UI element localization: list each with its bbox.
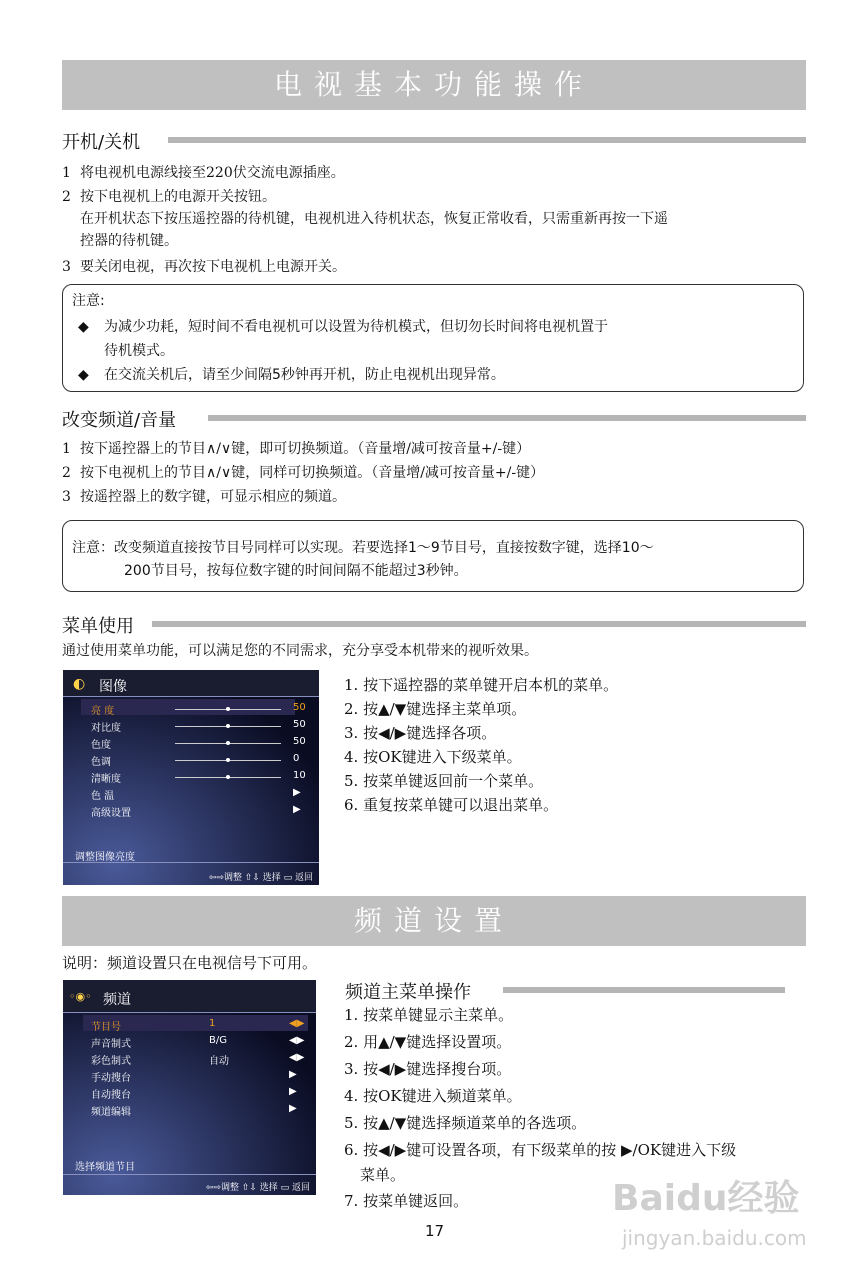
step-item: 4. 按OK键进入下级菜单。 (344, 748, 522, 766)
menu-row (63, 1016, 316, 1033)
section-banner: 电视基本功能操作 (62, 60, 806, 110)
step-item: 5. 按菜单键返回前一个菜单。 (344, 772, 544, 790)
menu-row-arrow: ◀▶ (289, 1035, 305, 1046)
slider-knob (226, 707, 230, 711)
list-item (62, 186, 276, 208)
menu-row-label: 色调 (91, 757, 111, 768)
watermark-url: jingyan.baidu.com (622, 1226, 807, 1250)
step-item: 6. 按◀/▶键可设置各项，有下级菜单的按 ▶/OK键进入下级 (344, 1141, 737, 1159)
menu-row (63, 802, 319, 819)
menu-row-value: 1 (209, 1018, 216, 1029)
item-text: 按下电视机上的电源开关按钮。 (80, 189, 276, 205)
menu-help-bar: ⇦⇨调整 ⇧⇩ 选择 ▭ 返回 (208, 873, 313, 883)
menu-row-arrow: ▶ (289, 1086, 297, 1097)
menu-row-label: 色 温 (91, 791, 115, 802)
menu-row-arrow: ▶ (289, 1069, 297, 1080)
menu-row-label: 节目号 (91, 1022, 121, 1033)
item-number: 1 (62, 165, 71, 181)
menu-title: 频道 (103, 992, 131, 1008)
item-text: 控器的待机键。 (80, 233, 178, 249)
heading-rule (168, 137, 806, 143)
menu-row-value: ▶ (293, 804, 301, 815)
list-item (62, 208, 668, 230)
item-number: 2 (62, 465, 71, 481)
section-heading: 开机/关机 (62, 132, 141, 153)
menu-row-label: 频道编辑 (91, 1107, 131, 1118)
menu-row-label: 彩色制式 (91, 1056, 131, 1067)
step-item: 3. 按◀/▶键选择各项。 (344, 724, 497, 742)
picture-menu-screenshot (63, 670, 319, 885)
note-bullet: ◆ 在交流关机后，请至少间隔5秒钟再开机，防止电视机出现异常。 (78, 367, 505, 383)
item-text: 在开机状态下按压遥控器的待机键，电视机进入待机状态，恢复正常收看，只需重新再按一下遥 (80, 211, 668, 227)
list-item (62, 162, 345, 184)
list-item (62, 230, 178, 252)
item-text: 按下电视机上的节目∧/∨键，同样可切换频道。（音量增/减可按音量+/-键） (80, 465, 545, 481)
menu-row-label: 清晰度 (91, 774, 121, 785)
menu-row-label: 亮 度 (91, 706, 115, 717)
step-item: 菜单。 (360, 1166, 406, 1184)
menu-row-label: 自动搜台 (91, 1090, 131, 1101)
menu-row-value: 50 (293, 702, 306, 713)
menu-row-value: ▶ (293, 787, 301, 798)
watermark-logo: Baidu经验 (612, 1178, 800, 1219)
menu-intro: 通过使用菜单功能，可以满足您的不同需求，充分享受本机带来的视听效果。 (62, 643, 538, 659)
item-text: 将电视机电源线接至220伏交流电源插座。 (80, 165, 345, 181)
menu-row-label: 对比度 (91, 723, 121, 734)
section-banner: 频道设置 (62, 896, 806, 946)
menu-row (63, 1033, 316, 1050)
note-label: 注意: (72, 293, 105, 309)
menu-row-label: 色度 (91, 740, 111, 751)
menu-row-label: 声音制式 (91, 1039, 131, 1050)
item-number: 3 (62, 489, 71, 505)
menu-row (63, 1101, 316, 1118)
menu-row (63, 1067, 316, 1084)
menu-row (63, 785, 319, 802)
note-bullet: ◆ 为减少功耗，短时间不看电视机可以设置为待机模式，但切勿长时间将电视机置于 (78, 319, 608, 335)
heading-rule (208, 415, 806, 421)
menu-row (63, 734, 319, 751)
menu-row-arrow: ◀▶ (289, 1052, 305, 1063)
list-item (62, 438, 530, 460)
step-item: 6. 重复按菜单键可以退出菜单。 (344, 796, 559, 814)
menu-row (63, 751, 319, 768)
menu-row-label: 高级设置 (91, 808, 131, 819)
page-number: 17 (425, 1222, 445, 1240)
item-number: 1 (62, 441, 71, 457)
menu-row (63, 1050, 316, 1067)
menu-row-arrow: ▶ (289, 1103, 297, 1114)
channel-menu-screenshot (63, 980, 316, 1195)
slider-knob (226, 758, 230, 762)
menu-hint: 选择频道节目 (75, 1162, 135, 1173)
slider-knob (226, 775, 230, 779)
item-text: 要关闭电视，再次按下电视机上电源开关。 (80, 259, 346, 275)
slider-knob (226, 741, 230, 745)
menu-row-value: B/G (209, 1035, 227, 1046)
heading-rule (152, 621, 806, 627)
item-number: 2 (62, 189, 71, 205)
section-heading: 菜单使用 (62, 616, 134, 637)
menu-row-label: 手动搜台 (91, 1073, 131, 1084)
menu-row-value: 50 (293, 736, 306, 747)
step-item: 5. 按▲/▼键选择频道菜单的各选项。 (344, 1114, 587, 1132)
channel-icon: ◦◉◦ (69, 990, 92, 1003)
menu-row (63, 700, 319, 717)
menu-row-value: 0 (293, 753, 300, 764)
menu-row-value: 自动 (209, 1056, 229, 1067)
list-item (62, 486, 346, 508)
note-bullet-cont: 待机模式。 (104, 343, 174, 359)
step-item: 3. 按◀/▶键选择搜台项。 (344, 1060, 512, 1078)
step-item: 7. 按菜单键返回。 (344, 1192, 469, 1210)
step-item: 4. 按OK键进入频道菜单。 (344, 1087, 522, 1105)
note-text: 注意：改变频道直接按节目号同样可以实现。若要选择1～9节目号，直接按数字键，选择10～ (72, 540, 654, 556)
step-item: 2. 用▲/▼键选择设置项。 (344, 1033, 512, 1051)
step-item: 2. 按▲/▼键选择主菜单项。 (344, 700, 527, 718)
subsection-heading: 频道主菜单操作 (345, 982, 471, 1003)
step-item: 1. 按下遥控器的菜单键开启本机的菜单。 (344, 676, 619, 694)
item-number: 3 (62, 259, 71, 275)
menu-row (63, 1084, 316, 1101)
menu-row (63, 717, 319, 734)
note-text: 200节目号，按每位数字键的时间间隔不能超过3秒钟。 (124, 563, 468, 579)
menu-hint: 调整图像亮度 (75, 852, 135, 863)
menu-help-bar: ⇦⇨调整 ⇧⇩ 选择 ▭ 返回 (205, 1183, 310, 1193)
menu-row-value: 50 (293, 719, 306, 730)
item-text: 按遥控器上的数字键，可显示相应的频道。 (80, 489, 346, 505)
menu-row-arrow: ◀▶ (289, 1018, 305, 1029)
heading-rule (503, 987, 785, 993)
picture-icon: ◐ (73, 676, 86, 692)
menu-row (63, 768, 319, 785)
step-item: 1. 按菜单键显示主菜单。 (344, 1006, 514, 1024)
slider-knob (226, 724, 230, 728)
item-text: 按下遥控器上的节目∧/∨键，即可切换频道。（音量增/减可按音量+/-键） (80, 441, 531, 457)
list-item (62, 462, 544, 484)
menu-row-value: 10 (293, 770, 306, 781)
list-item (62, 256, 346, 278)
menu-title: 图像 (99, 679, 127, 695)
channel-setup-desc: 说明：频道设置只在电视信号下可用。 (62, 954, 318, 972)
section-heading: 改变频道/音量 (62, 410, 177, 431)
